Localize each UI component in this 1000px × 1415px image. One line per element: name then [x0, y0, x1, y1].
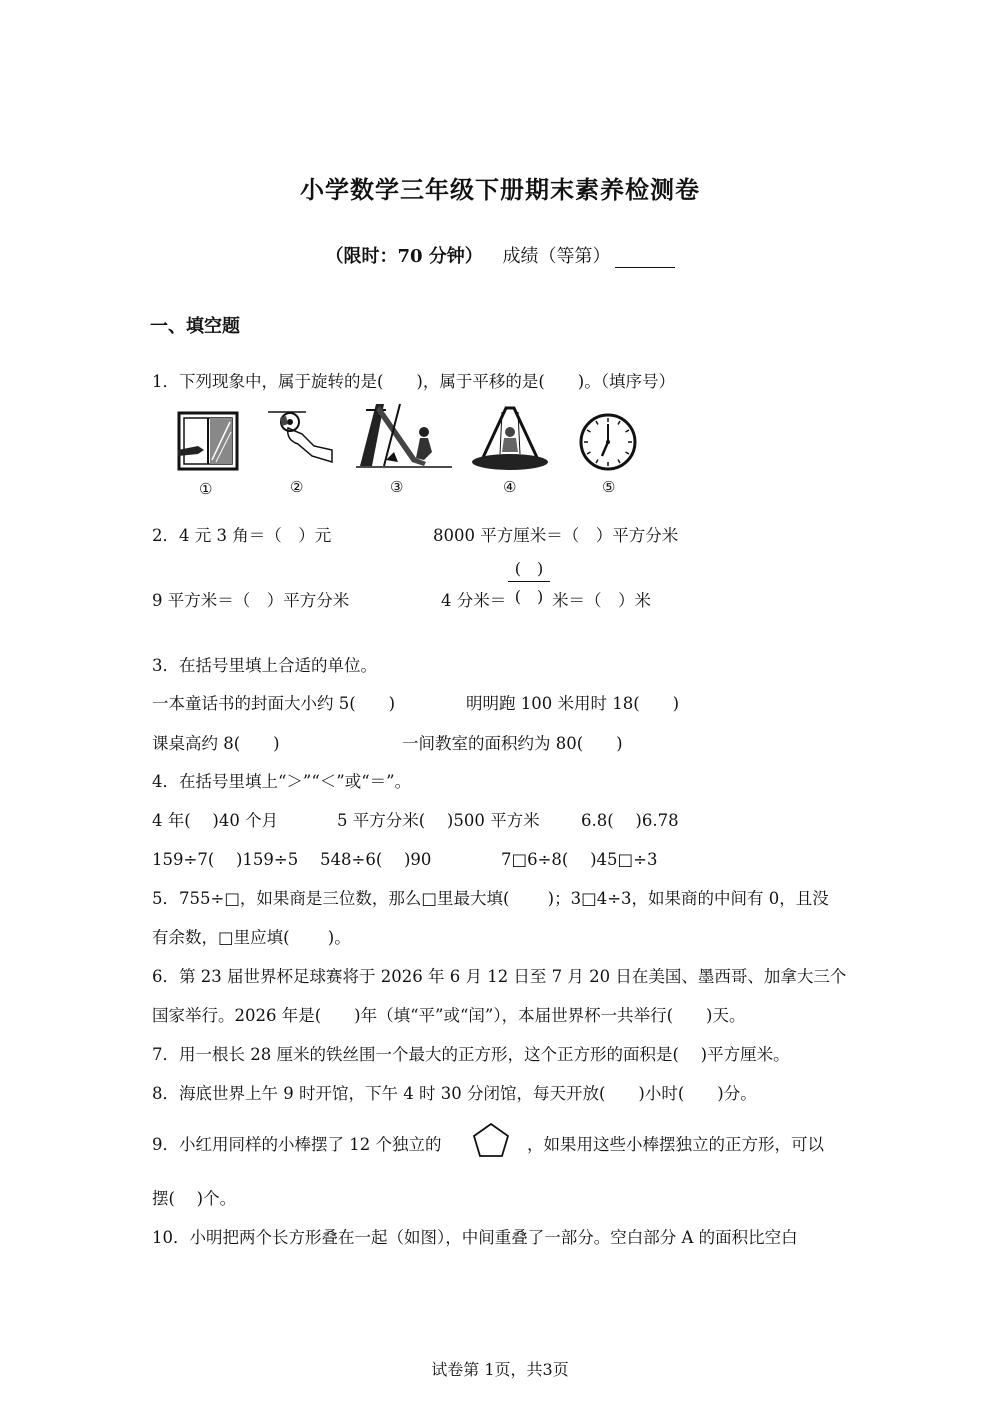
question-4-heading: 4．在括号里填上“＞”“＜”或“＝”。: [152, 772, 412, 791]
question-2-line1-right: 8000 平方厘米＝（ ）平方分米: [433, 526, 679, 545]
question-4-compare-5: 548÷6( )90: [320, 850, 432, 869]
fraction-numerator: ( ): [514, 559, 544, 578]
caption-1: ①: [199, 480, 213, 498]
sliding-window-icon: [176, 410, 242, 472]
question-9-part-a: 9．小红用同样的小棒摆了 12 个独立的: [152, 1135, 442, 1154]
question-3-heading: 3．在括号里填上合适的单位。: [152, 656, 377, 675]
question-8: 8．海底世界上午 9 时开馆，下午 4 时 30 分闭馆，每天开放( )小时( )分。: [152, 1084, 757, 1103]
exam-subtitle: [0, 242, 1000, 268]
caption-4: ④: [503, 478, 517, 496]
question-9-part-b: ，如果用这些小棒摆独立的正方形，可以: [527, 1135, 824, 1154]
fraction-bar: [508, 581, 550, 582]
clock-icon: [578, 412, 638, 472]
swing-ride-icon: [470, 404, 550, 472]
question-3-item-d: 一间教室的面积约为 80( ): [402, 734, 623, 753]
caption-3: ③: [390, 478, 404, 496]
caption-2: ②: [290, 478, 304, 496]
question-2-line2-right-a: 4 分米＝: [441, 591, 507, 610]
question-5-line1: 5．755÷□，如果商是三位数，那么□里最大填( )；3□4÷3，如果商的中间有 0，且没: [152, 889, 829, 908]
turning-wrench-hand-icon: [266, 406, 336, 470]
question-4-compare-2: 5 平方分米( )500 平方米: [337, 811, 540, 830]
question-1-pictures: [170, 400, 670, 500]
slide-playground-icon: [356, 400, 452, 470]
pentagon-icon: [470, 1120, 514, 1160]
question-5-line2: 有余数，□里应填( )。: [152, 928, 351, 947]
score-label: 成绩（等第）: [502, 246, 611, 267]
page-title: 小学数学三年级下册期末素养检测卷: [300, 175, 700, 204]
question-1-text: 1．下列现象中，属于旋转的是( )，属于平移的是( )。（填序号）: [152, 372, 675, 391]
question-3-item-a: 一本童话书的封面大小约 5( ): [152, 694, 396, 713]
fraction-denominator: ( ): [514, 587, 544, 606]
section-heading-fill-in: 一、填空题: [150, 316, 240, 337]
question-3-item-b: 明明跑 100 米用时 18( ): [466, 694, 680, 713]
question-3-item-c: 课桌高约 8( ): [152, 734, 280, 753]
caption-5: ⑤: [602, 478, 616, 496]
question-9-part-c: 摆( )个。: [152, 1189, 237, 1208]
question-2-line2-right-b: 米＝（ ）米: [552, 591, 651, 610]
question-10-line1: 10．小明把两个长方形叠在一起（如图），中间重叠了一部分。空白部分 A 的面积比空白: [152, 1228, 798, 1247]
time-limit-label: （限时：70 分钟）: [325, 246, 483, 267]
page-footer: 试卷第 1页，共3页: [431, 1360, 569, 1379]
question-2-line1-left: 2．4 元 3 角＝（ ）元: [152, 526, 332, 545]
question-6-line1: 6．第 23 届世界杯足球赛将于 2026 年 6 月 12 日至 7 月 20 日在美国、墨西哥、加拿大三个: [152, 967, 847, 986]
question-2-line2-left: 9 平方米＝（ ）平方分米: [152, 591, 350, 610]
question-6-line2: 国家举行。2026 年是( )年（填“平”或“闰”），本届世界杯一共举行( )天。: [152, 1006, 746, 1025]
score-blank: [615, 249, 675, 268]
question-4-compare-6: 7□6÷8( )45□÷3: [501, 850, 658, 869]
question-4-compare-1: 4 年( )40 个月: [152, 811, 279, 830]
question-4-compare-3: 6.8( )6.78: [581, 811, 679, 830]
question-7: 7．用一根长 28 厘米的铁丝围一个最大的正方形，这个正方形的面积是( )平方厘米。: [152, 1045, 790, 1064]
question-4-compare-4: 159÷7( )159÷5: [152, 850, 299, 869]
